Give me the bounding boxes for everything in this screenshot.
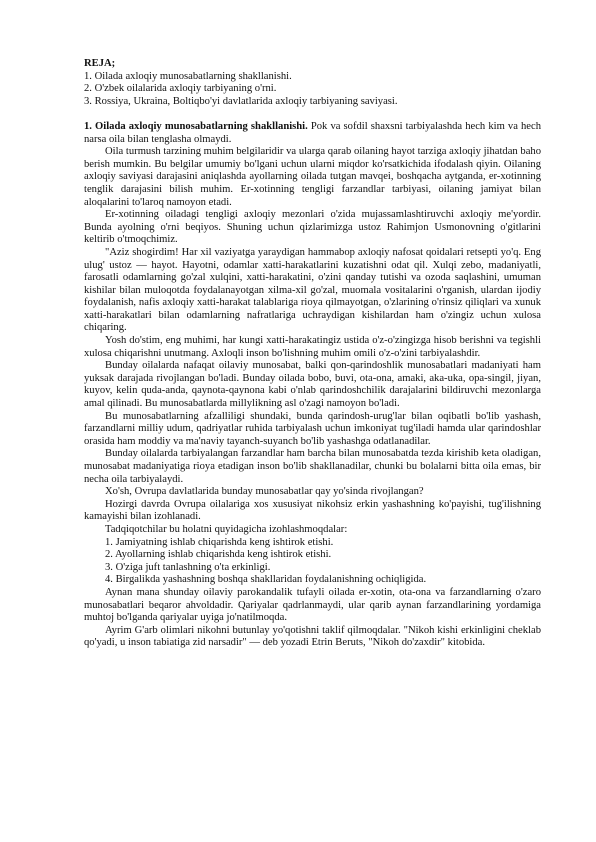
- list-item: 4. Birgalikda yashashning boshqa shakllaridan foydalanishning ochiqligida.: [105, 574, 427, 586]
- list-item: 3. O'ziga juft tanlashning o'ta erkinligi.: [105, 561, 271, 573]
- body-paragraph: Tadqiqotchilar bu holatni quyidagicha izohlashmoqdalar:: [105, 523, 348, 535]
- list-item: 1. Jamiyatning ishlab chiqarishda keng ishtirok etishi.: [105, 536, 334, 548]
- body-paragraph: Er-xotinning oiladagi tengligi axloqiy mezonlari o'zida mujassamlashtiruvchi axloqiy me'yordir. Bunda ayolning o'rni beqiyos. Shuning uchun qizlarimizga ustoz Rahimjon Usmonovning o'gitlarini keltirib o'tmoqchimiz.: [84, 209, 541, 246]
- body-paragraph: Aynan mana shunday oilaviy parokandalik tufayli oilada er-xotin, ota-ona va farzandlarning o'zaro munosabatlari beqaror ahvoldadir. Qariyalar qadrlanmaydi, ular qarib aynan farzandlarining yordamiga muhtoj bo'lganda qariyalar uyiga jo'natilmoqda.: [84, 586, 541, 624]
- section-intro-paragraph: [84, 121, 541, 146]
- plan-list: [84, 71, 541, 109]
- body-paragraph: Bu munosabatlarning afzalliligi shundaki, bunda qarindosh-urug'lar bilan oqibatli bo'lib yashash, farzandlarni milliy udum, qadriyatlar ruhida tarbiyalash uchun imkoniyat tug'iladi hamda ular qarindoshlar orasida ham moddiy va ma'naviy tayanch-suyanch bo'lib yashashga odatlanadilar.: [84, 410, 541, 447]
- body-paragraph: Bunday oilalarda tarbiyalangan farzandlar ham barcha bilan munosabatda tezda kirishib keta oladigan, munosabat madaniyatiga rioya etadigan inson bo'lib shakllanadilar, chunki bu bolalarni bitta oila emas, bir necha oila tarbiyalaydi.: [84, 448, 541, 485]
- body-paragraph: Ayrim G'arb olimlari nikohni butunlay yo'qotishni taklif qilmoqdalar. "Nikoh kishi erkinligini cheklab qo'yadi, u inson tabiatiga zid narsadir" — deb yozadi Etrin Beruts, "Nikoh do'zaxdir" kitobida.: [84, 624, 541, 649]
- section-heading: 1. Oilada axloqiy munosabatlarning shakllanishi.: [84, 120, 308, 132]
- plan-item: 1. Oilada axloqiy munosabatlarning shakllanishi.: [84, 70, 292, 82]
- body-paragraph: Oila turmush tarzining muhim belgilaridir va ularga qarab oilaning hayot tarziga axloqiy jihatdan baho berish mumkin. Bu belgilar umumiy bo'lgani uchun ularni miqdor ko'rsatkichida ifodalash qiyin. Oilaning axloqiy saviyasi darajasini aniqlashda ayollarning oilada tutgan mavqei, boshqacha aytganda, er-xotinning tenglik darajasini bilish muhim. Er-xotinning tengligi farzandlar tarbiyasi, oilaning jamiyat bilan aloqalarini to'laroq namoyon etadi.: [84, 146, 541, 208]
- plan-title: REJA;: [84, 58, 116, 69]
- section-lead-text: Pok va sofdil shaxsni tarbiyalashda hech kim va hech narsa oila bilan tenglasha olmaydi.: [84, 120, 542, 145]
- spacer: [84, 108, 541, 121]
- list-item: 2. Ayollarning ishlab chiqarishda keng ishtirok etishi.: [105, 549, 332, 561]
- body-paragraph: Xo'sh, Ovrupa davlatlarida bunday munosabatlar qay yo'sinda rivojlangan?: [105, 486, 424, 498]
- body-paragraph: Bunday oilalarda nafaqat oilaviy munosabat, balki qon-qarindoshlik munosabatlari madaniyati ham yuksak darajada rivojlangan bo'ladi. Bunday oilada bobo, buvi, ota-ona, amaki, aka-uka, opa-singil, jiyan, kuyov, kelin quda-anda, qaynota-qaynona kabi o'nlab qarindoshchilik darajalarini bildiruvchi mezonlarga amal qilinadi. Bu munosabatlarda millylikning asl o'zagi namoyon bo'ladi.: [84, 360, 541, 410]
- body-paragraph: Yosh do'stim, eng muhimi, har kungi xatti-harakatingiz ustida o'z-o'zingizga hisob berishni va tegishli xulosa chiqarishni unutmang. Axloqli inson bo'lishning muhim omili o'z-o'zini tarbiyalashdir.: [84, 335, 541, 359]
- body-paragraph: Hozirgi davrda Ovrupa oilalariga xos xususiyat nikohsiz erkin yashashning ko'payishi, tug'ilishning kamayishi bilan izohlanadi.: [84, 498, 541, 523]
- plan-item: 3. Rossiya, Ukraina, Boltiqbo'yi davlatlarida axloqiy tarbiyaning saviyasi.: [84, 95, 398, 107]
- plan-item: 2. O'zbek oilalarida axloqiy tarbiyaning o'rni.: [84, 83, 277, 95]
- body-paragraph: "Aziz shogirdim! Har xil vaziyatga yaraydigan hammabop axloqiy nafosat qoidalari retsepti yo'q. Eng ulug' ustoz — hayot. Hayotni, odamlar xatti-harakatlarini kuzatishni odat qil. Xulqi zebo, madaniyatli, farosatli odamlarning go'zal xulqini, xatti-harakatini, o'zini qanday tutishi va ozoda saqlashini, umuman kishilar bilan muloqotda foydalanayotgan xilma-xil go'zal, muomala vositalarini o'rganish, ulardan ijodiy foydalanish, nafis axloqiy xatti-harakat talablariga rioya qilmayotgan, o'zlarining o'rinsiz qiliqlari va xunuk xatti-harakatlari bilan odamlarning nafratlariga uchraydigan kishilardan ham o'zingiz uchun xulosa chiqaring.: [84, 246, 541, 334]
